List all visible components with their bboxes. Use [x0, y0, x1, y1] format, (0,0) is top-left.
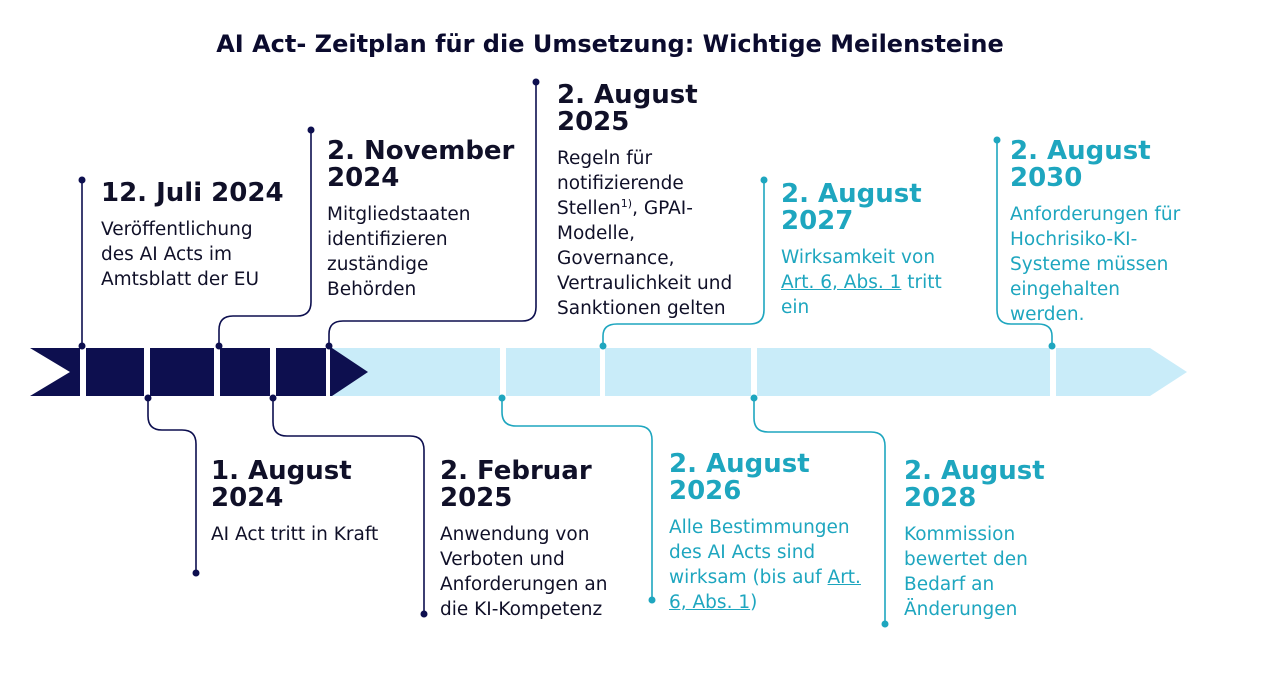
milestone-date: 2. Februar 2025	[440, 456, 592, 513]
milestone-jul-2024	[101, 180, 284, 292]
milestone-aug-2026	[669, 451, 861, 615]
article-link[interactable]: Art.	[827, 567, 861, 588]
milestone-aug-2025	[557, 82, 732, 321]
timeline-dark-segment	[150, 348, 214, 396]
milestone-date: 1. August 2024	[211, 456, 352, 513]
milestone-date: 2. August 2030	[1010, 136, 1151, 193]
timeline-dark-segment	[276, 348, 326, 396]
milestone-description: Kommission bewertet den Bedarf an Änderungen	[904, 524, 1028, 620]
milestone-date: 2. August 2028	[904, 456, 1045, 513]
milestone-description: Anforderungen für Hochrisiko-KI- Systeme müssen eingehalten werden.	[1010, 204, 1181, 325]
milestone-date: 2. August 2027	[781, 179, 922, 236]
milestone-aug-2027	[781, 181, 942, 320]
milestone-aug-2024	[211, 458, 378, 547]
milestone-description: Veröffentlichung des AI Acts im Amtsblatt der EU	[101, 219, 260, 290]
milestone-description: Regeln für notifizierende Stellen$^{1)}$, GPAI- Modelle, Governance, Vertraulichkeit und Sanktionen gelten	[557, 148, 733, 319]
milestone-date: 2. August 2026	[669, 449, 810, 506]
timeline-start-chevron	[30, 348, 80, 396]
milestone-date: 2. November 2024	[327, 136, 515, 193]
page-title: AI Act- Zeitplan für die Umsetzung: Wichtige Meilensteine	[216, 30, 1004, 58]
milestone-aug-2030	[1010, 138, 1180, 327]
footnote-marker: 1)	[620, 196, 633, 210]
milestone-description: AI Act tritt in Kraft	[211, 524, 379, 545]
milestone-aug-2028	[904, 458, 1045, 622]
milestone-date: 2. August 2025	[557, 80, 698, 137]
milestone-description: Mitgliedstaaten identifizieren zuständige Behörden	[327, 204, 471, 300]
article-link[interactable]: Art. 6, Abs. 1	[781, 272, 902, 293]
timeline-future-bar	[330, 348, 1187, 396]
milestone-description: Anwendung von Verboten und Anforderungen an die KI-Kompetenz	[440, 524, 608, 620]
milestone-description: Wirksamkeit von Art. 6, Abs. 1 tritt ein	[781, 247, 942, 318]
milestone-feb-2025	[440, 458, 607, 622]
milestone-date: 12. Juli 2024	[101, 178, 284, 208]
article-link[interactable]: 6, Abs. 1	[669, 592, 751, 613]
milestone-nov-2024	[327, 138, 514, 302]
milestone-description: Alle Bestimmungen des AI Acts sind wirksam (bis auf Art. 6, Abs. 1)	[669, 517, 861, 613]
timeline-dark-segment	[86, 348, 144, 396]
timeline-dark-segment	[220, 348, 270, 396]
